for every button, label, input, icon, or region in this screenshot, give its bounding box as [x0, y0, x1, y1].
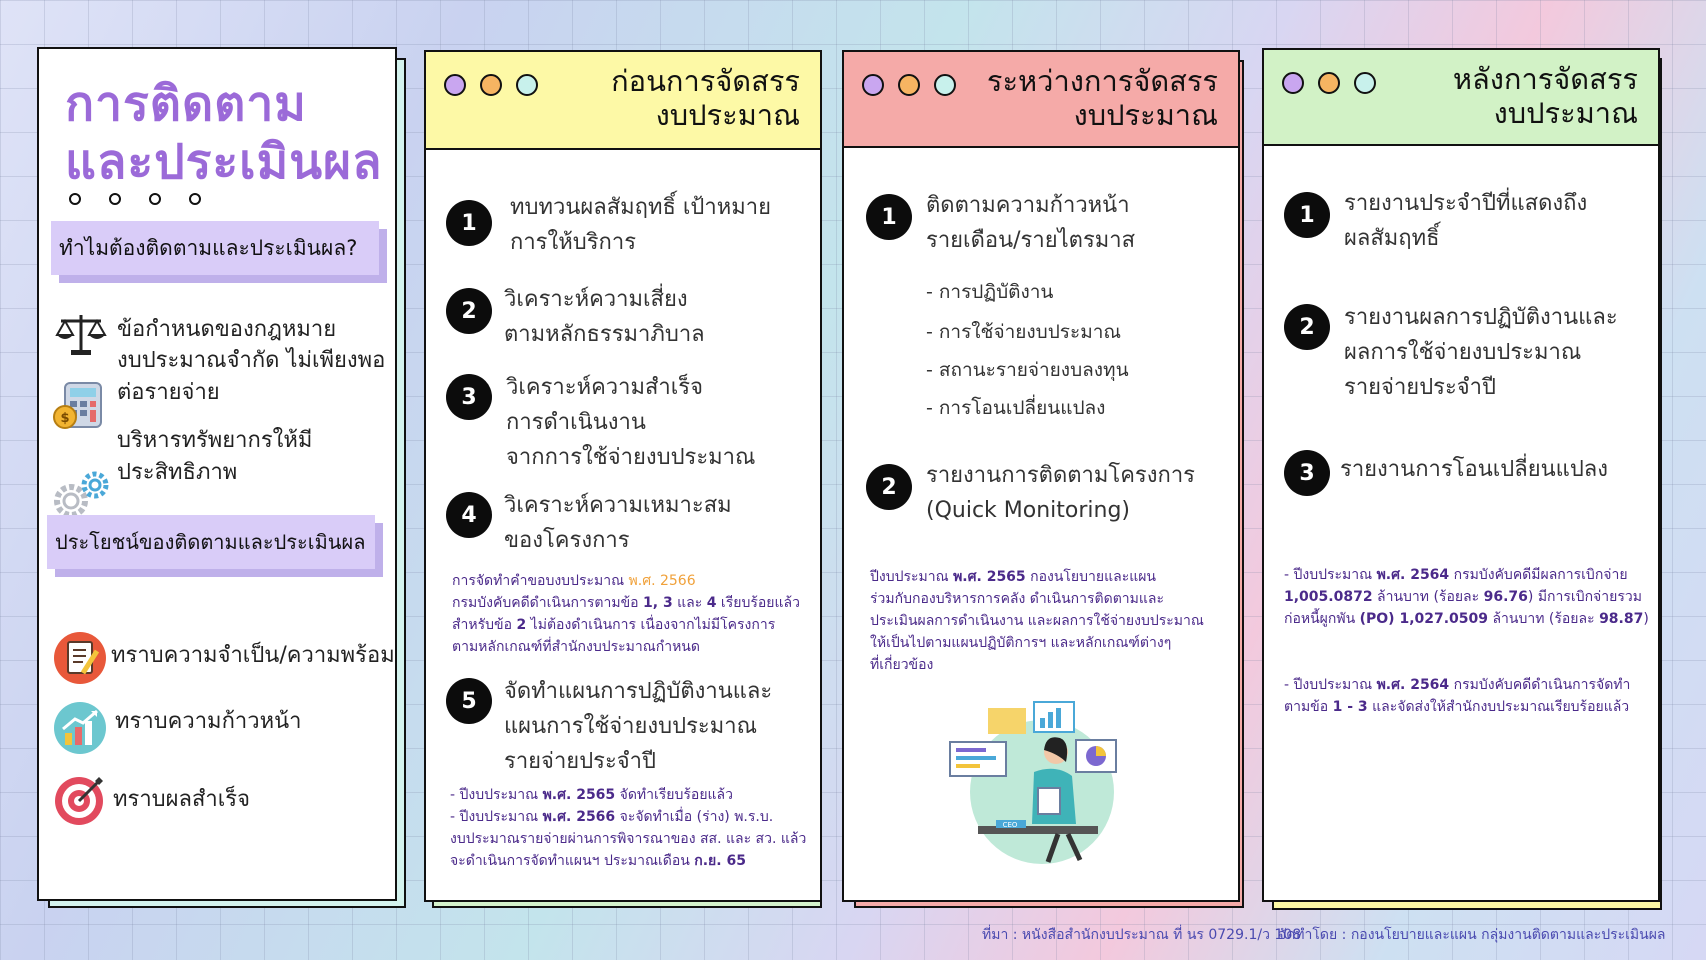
after-step-1: รายงานประจำปีที่แสดงถึง ผลสัมฤทธิ์ — [1344, 191, 1588, 251]
during-step-1: ติดตามความก้าวหน้า รายเดือน/รายไตรมาส — [926, 193, 1136, 253]
why-item-budget: งบประมาณจำกัด ไม่เพียงพอ ต่อรายจ่าย — [117, 348, 386, 405]
step-number: 2 — [446, 288, 492, 334]
before-header — [426, 52, 820, 150]
calculator-coin-icon — [51, 379, 105, 431]
step-number: 1 — [446, 200, 492, 246]
during-note: ปีงบประมาณ พ.ศ. 2565 กองนโยบายและแผน ร่วมกับกองบริหารการคลัง ดำเนินการติดตามและ ประเมินผลการดำเนินงาน และผลการใช้จ่ายงบประมาณ ให้เป็นไปตามแผนปฏิบัติการฯ และหลักเกณฑ์ต่างๆ ที่เกี่ยวข้อง — [870, 569, 1204, 673]
before-step-3: วิเคราะห์ความสำเร็จ การดำเนินงาน จากการใช้จ่ายงบประมาณ — [506, 375, 756, 470]
after-header — [1264, 50, 1658, 146]
step-number: 1 — [1284, 192, 1330, 238]
growth-chart-icon — [53, 701, 107, 755]
window-dots — [862, 74, 956, 96]
checklist-icon — [53, 631, 107, 685]
during-sub-4: - การโอนเปลี่ยนแปลง — [926, 397, 1106, 419]
step-number: 5 — [446, 678, 492, 724]
before-step-4: วิเคราะห์ความเหมาะสม ของโครงการ — [504, 493, 732, 553]
sidebar-card — [37, 47, 397, 901]
benefit-item-readiness: ทราบความจำเป็น/ความพร้อม — [111, 643, 395, 668]
before-step-2: วิเคราะห์ความเสี่ยง ตามหลักธรรมาภิบาล — [504, 287, 705, 347]
window-dots — [444, 74, 538, 96]
benefit-heading: ประโยชน์ของติดตามและประเมินผล — [47, 515, 375, 569]
analyst-illustration — [948, 700, 1128, 870]
target-icon — [53, 773, 107, 827]
before-step-5: จัดทำแผนการปฏิบัติงานและ แผนการใช้จ่ายงบประมาณ รายจ่ายประจำปี — [504, 679, 773, 774]
step-number: 3 — [1284, 450, 1330, 496]
after-step-2: รายงานผลการปฏิบัติงานและ ผลการใช้จ่ายงบประมาณ รายจ่ายประจำปี — [1344, 305, 1618, 400]
during-card — [842, 50, 1240, 902]
before-card — [424, 50, 822, 902]
benefit-item-progress: ทราบความก้าวหน้า — [115, 709, 302, 734]
after-note-2: - ปีงบประมาณ พ.ศ. 2564 กรมบังคับคดีดำเนินการจัดทำ ตามข้อ 1 - 3 และจัดส่งให้สำนักงบประมาณเรียบร้อยแล้ว — [1284, 677, 1631, 715]
during-sub-2: - การใช้จ่ายงบประมาณ — [926, 321, 1122, 343]
why-item-resources: บริหารทรัพยากรให้มี ประสิทธิภาพ — [117, 428, 313, 485]
step-number: 2 — [1284, 304, 1330, 350]
footer-source: ที่มา : หนังสือสำนักงบประมาณ ที่ นร 0729.1/ว 108 — [982, 927, 1302, 943]
why-item-law: ข้อกำหนดของกฎหมาย — [117, 317, 337, 342]
during-sub-1: - การปฏิบัติงาน — [926, 281, 1054, 303]
svg-text:CEO: CEO — [1002, 821, 1018, 829]
page-title: การติดตาม และประเมินผล — [65, 76, 383, 190]
svg-text:$: $ — [60, 411, 70, 426]
during-header — [844, 52, 1238, 148]
step-number: 3 — [446, 374, 492, 420]
footer-credit: จัดทำโดย : กองนโยบายและแผน กลุ่มงานติดตามและประเมินผล — [1278, 927, 1666, 943]
step-number: 2 — [866, 464, 912, 510]
after-card — [1262, 48, 1660, 902]
before-note-1: การจัดทำคำขอบงบประมาณ พ.ศ. 2566 กรมบังคับคดีดำเนินการตามข้อ 1, 3 และ 4 เรียบร้อยแล้ว สำหรับข้อ 2 ไม่ต้องดำเนินการ เนื่องจากไม่มีโครงการ ตามหลักเกณฑ์ที่สำนักงบประมาณกำหนด — [452, 573, 800, 655]
window-dots — [1282, 72, 1376, 94]
after-step-3: รายงานการโอนเปลี่ยนแปลง — [1340, 457, 1609, 482]
step-number: 1 — [866, 194, 912, 240]
during-sub-3: - สถานะรายจ่ายงบลงทุน — [926, 359, 1129, 381]
benefit-item-success: ทราบผลสำเร็จ — [113, 787, 251, 812]
before-step-1: ทบทวนผลสัมฤทธิ์ เป้าหมาย การให้บริการ — [510, 195, 771, 255]
step-number: 4 — [446, 492, 492, 538]
decorative-dots — [69, 193, 201, 205]
before-title: ก่อนการจัดสรร งบประมาณ — [611, 64, 800, 132]
scales-icon — [55, 311, 107, 357]
after-note-1: - ปีงบประมาณ พ.ศ. 2564 กรมบังคับคดีมีผลการเบิกจ่าย 1,005.0872 ล้านบาท (ร้อยละ 96.76) มีการเบิกจ่ายรวม ก่อหนี้ผูกพัน (PO) 1,027.0509 ล้านบาท (ร้อยละ 98.87) — [1284, 567, 1649, 627]
during-title: ระหว่างการจัดสรร งบประมาณ — [986, 64, 1218, 132]
before-note-2: - ปีงบประมาณ พ.ศ. 2565 จัดทำเรียบร้อยแล้ว - ปีงบประมาณ พ.ศ. 2566 จะจัดทำเมื่อ (ร่าง) พ.ร.บ. งบประมาณรายจ่ายผ่านการพิจารณาของ สส. และ สว. แล้ว จะดำเนินการจัดทำแผนฯ ประมาณเดือน ก.ย. 65 — [450, 787, 807, 869]
during-step-2: รายงานการติดตามโครงการ (Quick Monitoring) — [926, 463, 1195, 523]
after-title: หลังการจัดสรร งบประมาณ — [1452, 62, 1638, 130]
why-heading: ทำไมต้องติดตามและประเมินผล? — [51, 221, 379, 275]
